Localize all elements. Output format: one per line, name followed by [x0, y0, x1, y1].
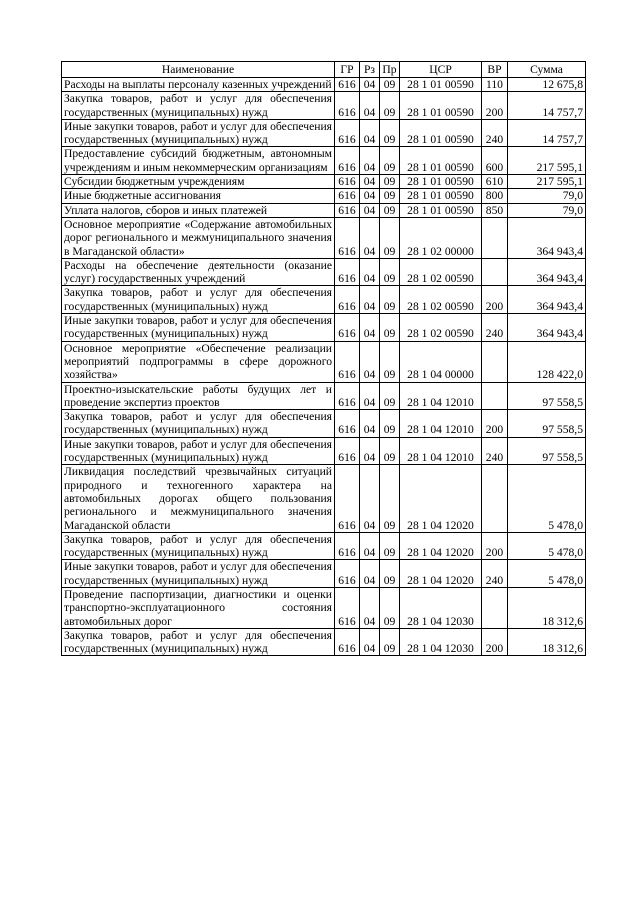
row-rz-cell: 04: [360, 147, 380, 175]
row-sum-cell: 97 558,5: [508, 382, 586, 410]
row-gr-cell: 616: [335, 258, 360, 286]
row-csr-cell: 28 1 04 12010: [400, 410, 482, 438]
row-pr-cell: 09: [380, 119, 400, 147]
row-sum-cell: 97 558,5: [508, 410, 586, 438]
row-csr-cell: 28 1 01 00590: [400, 147, 482, 175]
row-gr-cell: 616: [335, 437, 360, 465]
table-row: [62, 203, 586, 217]
row-csr-cell: 28 1 02 00590: [400, 286, 482, 314]
row-sum-cell: 217 595,1: [508, 147, 586, 175]
row-sum-cell: 5 478,0: [508, 532, 586, 560]
row-vr-cell: 200: [482, 286, 508, 314]
table-row: [62, 341, 586, 382]
row-gr-cell: 616: [335, 286, 360, 314]
row-sum-cell: 217 595,1: [508, 175, 586, 189]
row-sum-cell: 97 558,5: [508, 437, 586, 465]
row-csr-cell: 28 1 04 12020: [400, 560, 482, 588]
header-sum: Сумма: [508, 62, 586, 78]
row-rz-cell: 04: [360, 628, 380, 656]
row-gr-cell: 616: [335, 465, 360, 532]
row-name-cell: Иные закупки товаров, работ и услуг для обеспечения государственных (муниципальных) нужд: [62, 314, 335, 342]
row-vr-cell: 200: [482, 628, 508, 656]
row-pr-cell: 09: [380, 560, 400, 588]
table-row: [62, 119, 586, 147]
row-pr-cell: 09: [380, 628, 400, 656]
row-rz-cell: 04: [360, 341, 380, 382]
row-pr-cell: 09: [380, 341, 400, 382]
header-rz: Рз: [360, 62, 380, 78]
table-row: [62, 560, 586, 588]
row-csr-cell: 28 1 04 12020: [400, 532, 482, 560]
header-pr: Пр: [380, 62, 400, 78]
row-sum-cell: 14 757,7: [508, 92, 586, 120]
row-pr-cell: 09: [380, 217, 400, 258]
row-vr-cell: [482, 258, 508, 286]
row-vr-cell: [482, 587, 508, 628]
row-csr-cell: 28 1 01 00590: [400, 189, 482, 203]
row-gr-cell: 616: [335, 587, 360, 628]
row-pr-cell: 09: [380, 258, 400, 286]
row-pr-cell: 09: [380, 286, 400, 314]
row-csr-cell: 28 1 04 12010: [400, 382, 482, 410]
row-rz-cell: 04: [360, 560, 380, 588]
row-name-cell: Расходы на выплаты персоналу казенных учреждений: [62, 78, 335, 92]
row-vr-cell: 850: [482, 203, 508, 217]
row-gr-cell: 616: [335, 341, 360, 382]
table-row: [62, 382, 586, 410]
header-csr: ЦСР: [400, 62, 482, 78]
row-gr-cell: 616: [335, 119, 360, 147]
table-row: [62, 92, 586, 120]
row-vr-cell: 600: [482, 147, 508, 175]
table-row: [62, 189, 586, 203]
row-pr-cell: 09: [380, 382, 400, 410]
row-csr-cell: 28 1 01 00590: [400, 78, 482, 92]
row-rz-cell: 04: [360, 286, 380, 314]
row-pr-cell: 09: [380, 532, 400, 560]
row-name-cell: Закупка товаров, работ и услуг для обеспечения государственных (муниципальных) нужд: [62, 532, 335, 560]
row-rz-cell: 04: [360, 175, 380, 189]
row-pr-cell: 09: [380, 203, 400, 217]
row-name-cell: Иные закупки товаров, работ и услуг для обеспечения государственных (муниципальных) нужд: [62, 119, 335, 147]
row-pr-cell: 09: [380, 465, 400, 532]
row-vr-cell: 240: [482, 119, 508, 147]
row-sum-cell: 79,0: [508, 203, 586, 217]
row-csr-cell: 28 1 02 00590: [400, 258, 482, 286]
row-gr-cell: 616: [335, 147, 360, 175]
row-name-cell: Закупка товаров, работ и услуг для обеспечения государственных (муниципальных) нужд: [62, 628, 335, 656]
row-gr-cell: 616: [335, 560, 360, 588]
row-sum-cell: 12 675,8: [508, 78, 586, 92]
row-vr-cell: [482, 217, 508, 258]
row-sum-cell: 364 943,4: [508, 314, 586, 342]
row-sum-cell: 18 312,6: [508, 628, 586, 656]
row-name-cell: Ликвидация последствий чрезвычайных ситуаций природного и техногенного характера на автомобильных дорогах общего пользования регионального и межмуниципального значения Магаданской области: [62, 465, 335, 532]
row-csr-cell: 28 1 02 00000: [400, 217, 482, 258]
row-vr-cell: 200: [482, 410, 508, 438]
table-row: [62, 532, 586, 560]
row-sum-cell: 364 943,4: [508, 286, 586, 314]
row-vr-cell: 110: [482, 78, 508, 92]
row-name-cell: Основное мероприятие «Обеспечение реализации мероприятий подпрограммы в сфере дорожного хозяйства»: [62, 341, 335, 382]
header-vr: ВР: [482, 62, 508, 78]
row-pr-cell: 09: [380, 78, 400, 92]
row-rz-cell: 04: [360, 217, 380, 258]
row-gr-cell: 616: [335, 92, 360, 120]
row-rz-cell: 04: [360, 532, 380, 560]
row-rz-cell: 04: [360, 258, 380, 286]
row-name-cell: Расходы на обеспечение деятельности (оказание услуг) государственных учреждений: [62, 258, 335, 286]
row-name-cell: Проектно-изыскательские работы будущих лет и проведение экспертиз проектов: [62, 382, 335, 410]
row-rz-cell: 04: [360, 587, 380, 628]
row-rz-cell: 04: [360, 92, 380, 120]
row-gr-cell: 616: [335, 175, 360, 189]
row-rz-cell: 04: [360, 203, 380, 217]
row-sum-cell: 5 478,0: [508, 560, 586, 588]
row-gr-cell: 616: [335, 217, 360, 258]
row-sum-cell: 5 478,0: [508, 465, 586, 532]
row-csr-cell: 28 1 04 12030: [400, 587, 482, 628]
budget-table: [61, 61, 586, 656]
row-pr-cell: 09: [380, 437, 400, 465]
row-name-cell: Закупка товаров, работ и услуг для обеспечения государственных (муниципальных) нужд: [62, 410, 335, 438]
row-rz-cell: 04: [360, 189, 380, 203]
table-row: [62, 147, 586, 175]
header-gr: ГР: [335, 62, 360, 78]
row-vr-cell: [482, 382, 508, 410]
row-csr-cell: 28 1 04 12030: [400, 628, 482, 656]
row-gr-cell: 616: [335, 532, 360, 560]
row-gr-cell: 616: [335, 410, 360, 438]
header-name: Наименование: [62, 62, 335, 78]
table-row: [62, 628, 586, 656]
row-pr-cell: 09: [380, 92, 400, 120]
row-name-cell: Иные закупки товаров, работ и услуг для обеспечения государственных (муниципальных) нужд: [62, 437, 335, 465]
row-rz-cell: 04: [360, 465, 380, 532]
row-name-cell: Предоставление субсидий бюджетным, автономным учреждениям и иным некоммерческим организациям: [62, 147, 335, 175]
row-vr-cell: 200: [482, 532, 508, 560]
row-name-cell: Проведение паспортизации, диагностики и оценки транспортно-эксплуатационного состояния автомобильных дорог: [62, 587, 335, 628]
row-csr-cell: 28 1 01 00590: [400, 203, 482, 217]
row-sum-cell: 79,0: [508, 189, 586, 203]
row-gr-cell: 616: [335, 382, 360, 410]
row-name-cell: Иные закупки товаров, работ и услуг для обеспечения государственных (муниципальных) нужд: [62, 560, 335, 588]
row-gr-cell: 616: [335, 314, 360, 342]
row-rz-cell: 04: [360, 382, 380, 410]
row-pr-cell: 09: [380, 175, 400, 189]
row-vr-cell: 240: [482, 437, 508, 465]
row-pr-cell: 09: [380, 410, 400, 438]
table-row: [62, 78, 586, 92]
row-pr-cell: 09: [380, 587, 400, 628]
row-sum-cell: 14 757,7: [508, 119, 586, 147]
row-gr-cell: 616: [335, 628, 360, 656]
header-row: [62, 62, 586, 78]
table-row: [62, 587, 586, 628]
row-name-cell: Субсидии бюджетным учреждениям: [62, 175, 335, 189]
table-row: [62, 314, 586, 342]
row-sum-cell: 364 943,4: [508, 258, 586, 286]
row-vr-cell: 800: [482, 189, 508, 203]
row-name-cell: Основное мероприятие «Содержание автомобильных дорог регионального и межмуниципального значения в Магаданской области»: [62, 217, 335, 258]
row-gr-cell: 616: [335, 78, 360, 92]
row-gr-cell: 616: [335, 203, 360, 217]
table-row: [62, 465, 586, 532]
table-row: [62, 175, 586, 189]
row-sum-cell: 128 422,0: [508, 341, 586, 382]
row-pr-cell: 09: [380, 147, 400, 175]
row-csr-cell: 28 1 01 00590: [400, 119, 482, 147]
row-gr-cell: 616: [335, 189, 360, 203]
table-row: [62, 217, 586, 258]
table-row: [62, 286, 586, 314]
row-pr-cell: 09: [380, 314, 400, 342]
row-rz-cell: 04: [360, 410, 380, 438]
row-vr-cell: 240: [482, 560, 508, 588]
row-csr-cell: 28 1 04 12010: [400, 437, 482, 465]
row-name-cell: Уплата налогов, сборов и иных платежей: [62, 203, 335, 217]
row-sum-cell: 364 943,4: [508, 217, 586, 258]
table-header: [62, 62, 586, 78]
table-row: [62, 258, 586, 286]
row-name-cell: Иные бюджетные ассигнования: [62, 189, 335, 203]
table-row: [62, 410, 586, 438]
row-rz-cell: 04: [360, 314, 380, 342]
row-vr-cell: 610: [482, 175, 508, 189]
table-row: [62, 437, 586, 465]
row-csr-cell: 28 1 04 00000: [400, 341, 482, 382]
row-rz-cell: 04: [360, 78, 380, 92]
row-sum-cell: 18 312,6: [508, 587, 586, 628]
row-rz-cell: 04: [360, 119, 380, 147]
table-body: [62, 78, 586, 656]
row-vr-cell: [482, 341, 508, 382]
row-name-cell: Закупка товаров, работ и услуг для обеспечения государственных (муниципальных) нужд: [62, 92, 335, 120]
row-vr-cell: 200: [482, 92, 508, 120]
row-vr-cell: 240: [482, 314, 508, 342]
row-pr-cell: 09: [380, 189, 400, 203]
row-csr-cell: 28 1 02 00590: [400, 314, 482, 342]
row-vr-cell: [482, 465, 508, 532]
row-csr-cell: 28 1 04 12020: [400, 465, 482, 532]
row-name-cell: Закупка товаров, работ и услуг для обеспечения государственных (муниципальных) нужд: [62, 286, 335, 314]
row-csr-cell: 28 1 01 00590: [400, 92, 482, 120]
row-rz-cell: 04: [360, 437, 380, 465]
row-csr-cell: 28 1 01 00590: [400, 175, 482, 189]
